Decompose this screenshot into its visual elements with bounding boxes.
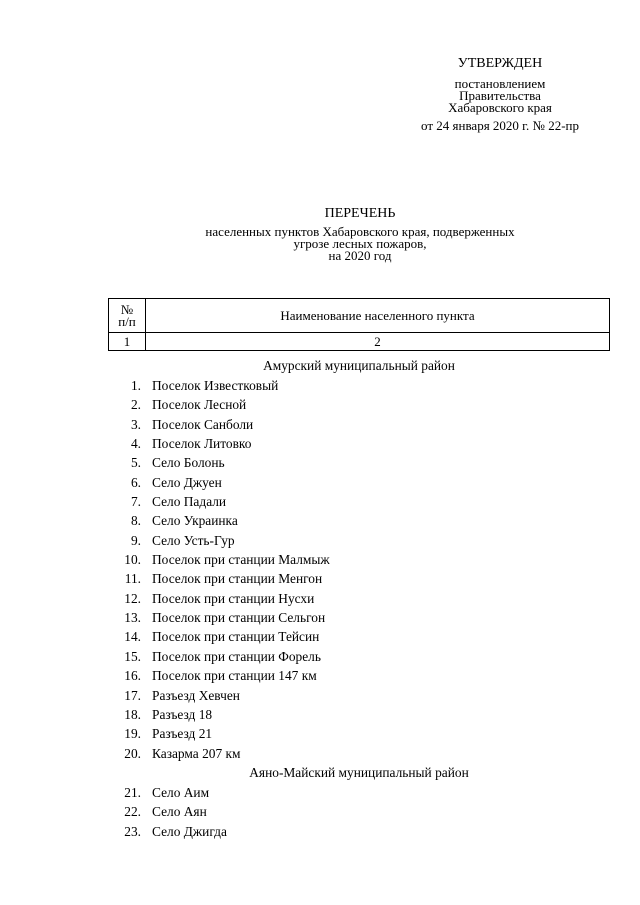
list-item-number: 1. [130,378,141,393]
table-header [108,298,610,351]
table-header-row [109,299,610,333]
approval-line: Правительства [459,88,541,103]
list-item-name: Казарма 207 км [152,745,241,761]
list-item-number: 15. [124,648,141,664]
list-item [108,453,610,472]
list-item-number: 8. [130,513,141,529]
list-item-name: Поселок Санболи [152,416,254,432]
list-item-number: 11. [124,571,141,587]
list-item-name: Поселок при станции Форель [152,648,321,664]
list-item-name: Село Падали [152,494,227,510]
list-item-name: Поселок при станции Малмыж [152,552,330,568]
list-item-name: Поселок при станции Нусхи [152,590,315,606]
list-item [108,627,610,646]
list-item-name: Поселок при станции Тейсин [152,629,320,645]
list-item-number: 3. [130,416,141,432]
list-item [108,686,610,705]
list-item-number: 12. [124,590,141,606]
list-item-number: 23. [124,823,141,839]
list-item-number: 13. [124,610,141,626]
list-item-name: Разъезд 21 [152,726,213,742]
list-item-number: 17. [124,687,141,703]
district-heading: Амурский муниципальный район [263,358,455,373]
list-item-name: Поселок при станции 147 км [152,668,317,684]
list-item-number: 9. [130,532,141,548]
approval-title: УТВЕРЖДЕН [457,56,543,71]
document-subtitle-line: на 2020 год [328,248,392,263]
list-item-number: 4. [130,436,141,452]
list-item-number: 18. [124,706,141,722]
list-item-number: 22. [124,804,141,820]
document-subtitle-line: населенных пунктов Хабаровского края, подверженных [205,224,515,239]
list-item [108,744,610,763]
list-item-number: 2. [130,397,141,413]
list-item [108,783,610,802]
list-item-name: Село Украинка [152,513,238,529]
approval-line: Хабаровского края [448,100,552,115]
list-item-number: 16. [124,668,141,684]
column-name-header: Наименование населенного пункта [146,299,610,333]
list-item-number: 5. [130,455,141,471]
list-item [108,434,610,453]
column-number-label: п/п [118,313,136,329]
list-item [108,589,610,608]
list-item [108,705,610,724]
document-heading [140,208,580,262]
list-item-name: Село Болонь [152,455,225,471]
approval-line: постановлением [454,76,546,91]
list-item [108,647,610,666]
settlement-list [108,356,610,841]
approval-block [390,58,610,132]
list-item [108,550,610,569]
list-item-name: Село Аян [152,804,207,820]
document-subtitle-line: угрозе лесных пожаров, [293,236,427,251]
table-header-numbering-row [109,333,610,351]
list-item [108,492,610,511]
list-item-name: Поселок Литовко [152,436,252,452]
column-index-1: 1 [109,333,146,351]
list-item [108,724,610,743]
list-item-name: Село Аим [152,784,210,800]
list-item-name: Поселок Известковый [152,378,279,393]
list-item-number: 19. [124,726,141,742]
list-item [108,531,610,550]
list-item [108,569,610,588]
column-number-header [109,299,146,333]
list-item [108,415,610,434]
list-item [108,666,610,685]
list-item [108,802,610,821]
list-item-name: Село Джуен [152,474,222,490]
document-title: ПЕРЕЧЕНЬ [324,206,396,221]
list-item [108,395,610,414]
column-number-label: № [120,301,134,317]
list-item [108,376,610,395]
list-item-name: Разъезд 18 [152,706,213,722]
list-item [108,473,610,492]
list-item-number: 7. [130,494,141,510]
list-item-name: Поселок Лесной [152,397,247,413]
list-item-number: 14. [124,629,141,645]
list-item [108,511,610,530]
list-item-name: Село Усть-Гур [152,532,235,548]
list-item-name: Поселок при станции Менгон [152,571,323,587]
list-item-number: 21. [124,784,141,800]
list-item [108,822,610,841]
district-heading: Аяно-Майский муниципальный район [249,764,469,780]
list-item [108,608,610,627]
approval-date: от 24 января 2020 г. № 22-пр [421,118,579,133]
list-item-name: Разъезд Хевчен [152,687,240,703]
list-item-number: 10. [124,552,141,568]
list-item-name: Поселок при станции Сельгон [152,610,326,626]
list-item-number: 20. [124,745,141,761]
column-index-2: 2 [146,333,610,351]
list-item-number: 6. [130,474,141,490]
list-item-name: Село Джигда [152,823,227,839]
